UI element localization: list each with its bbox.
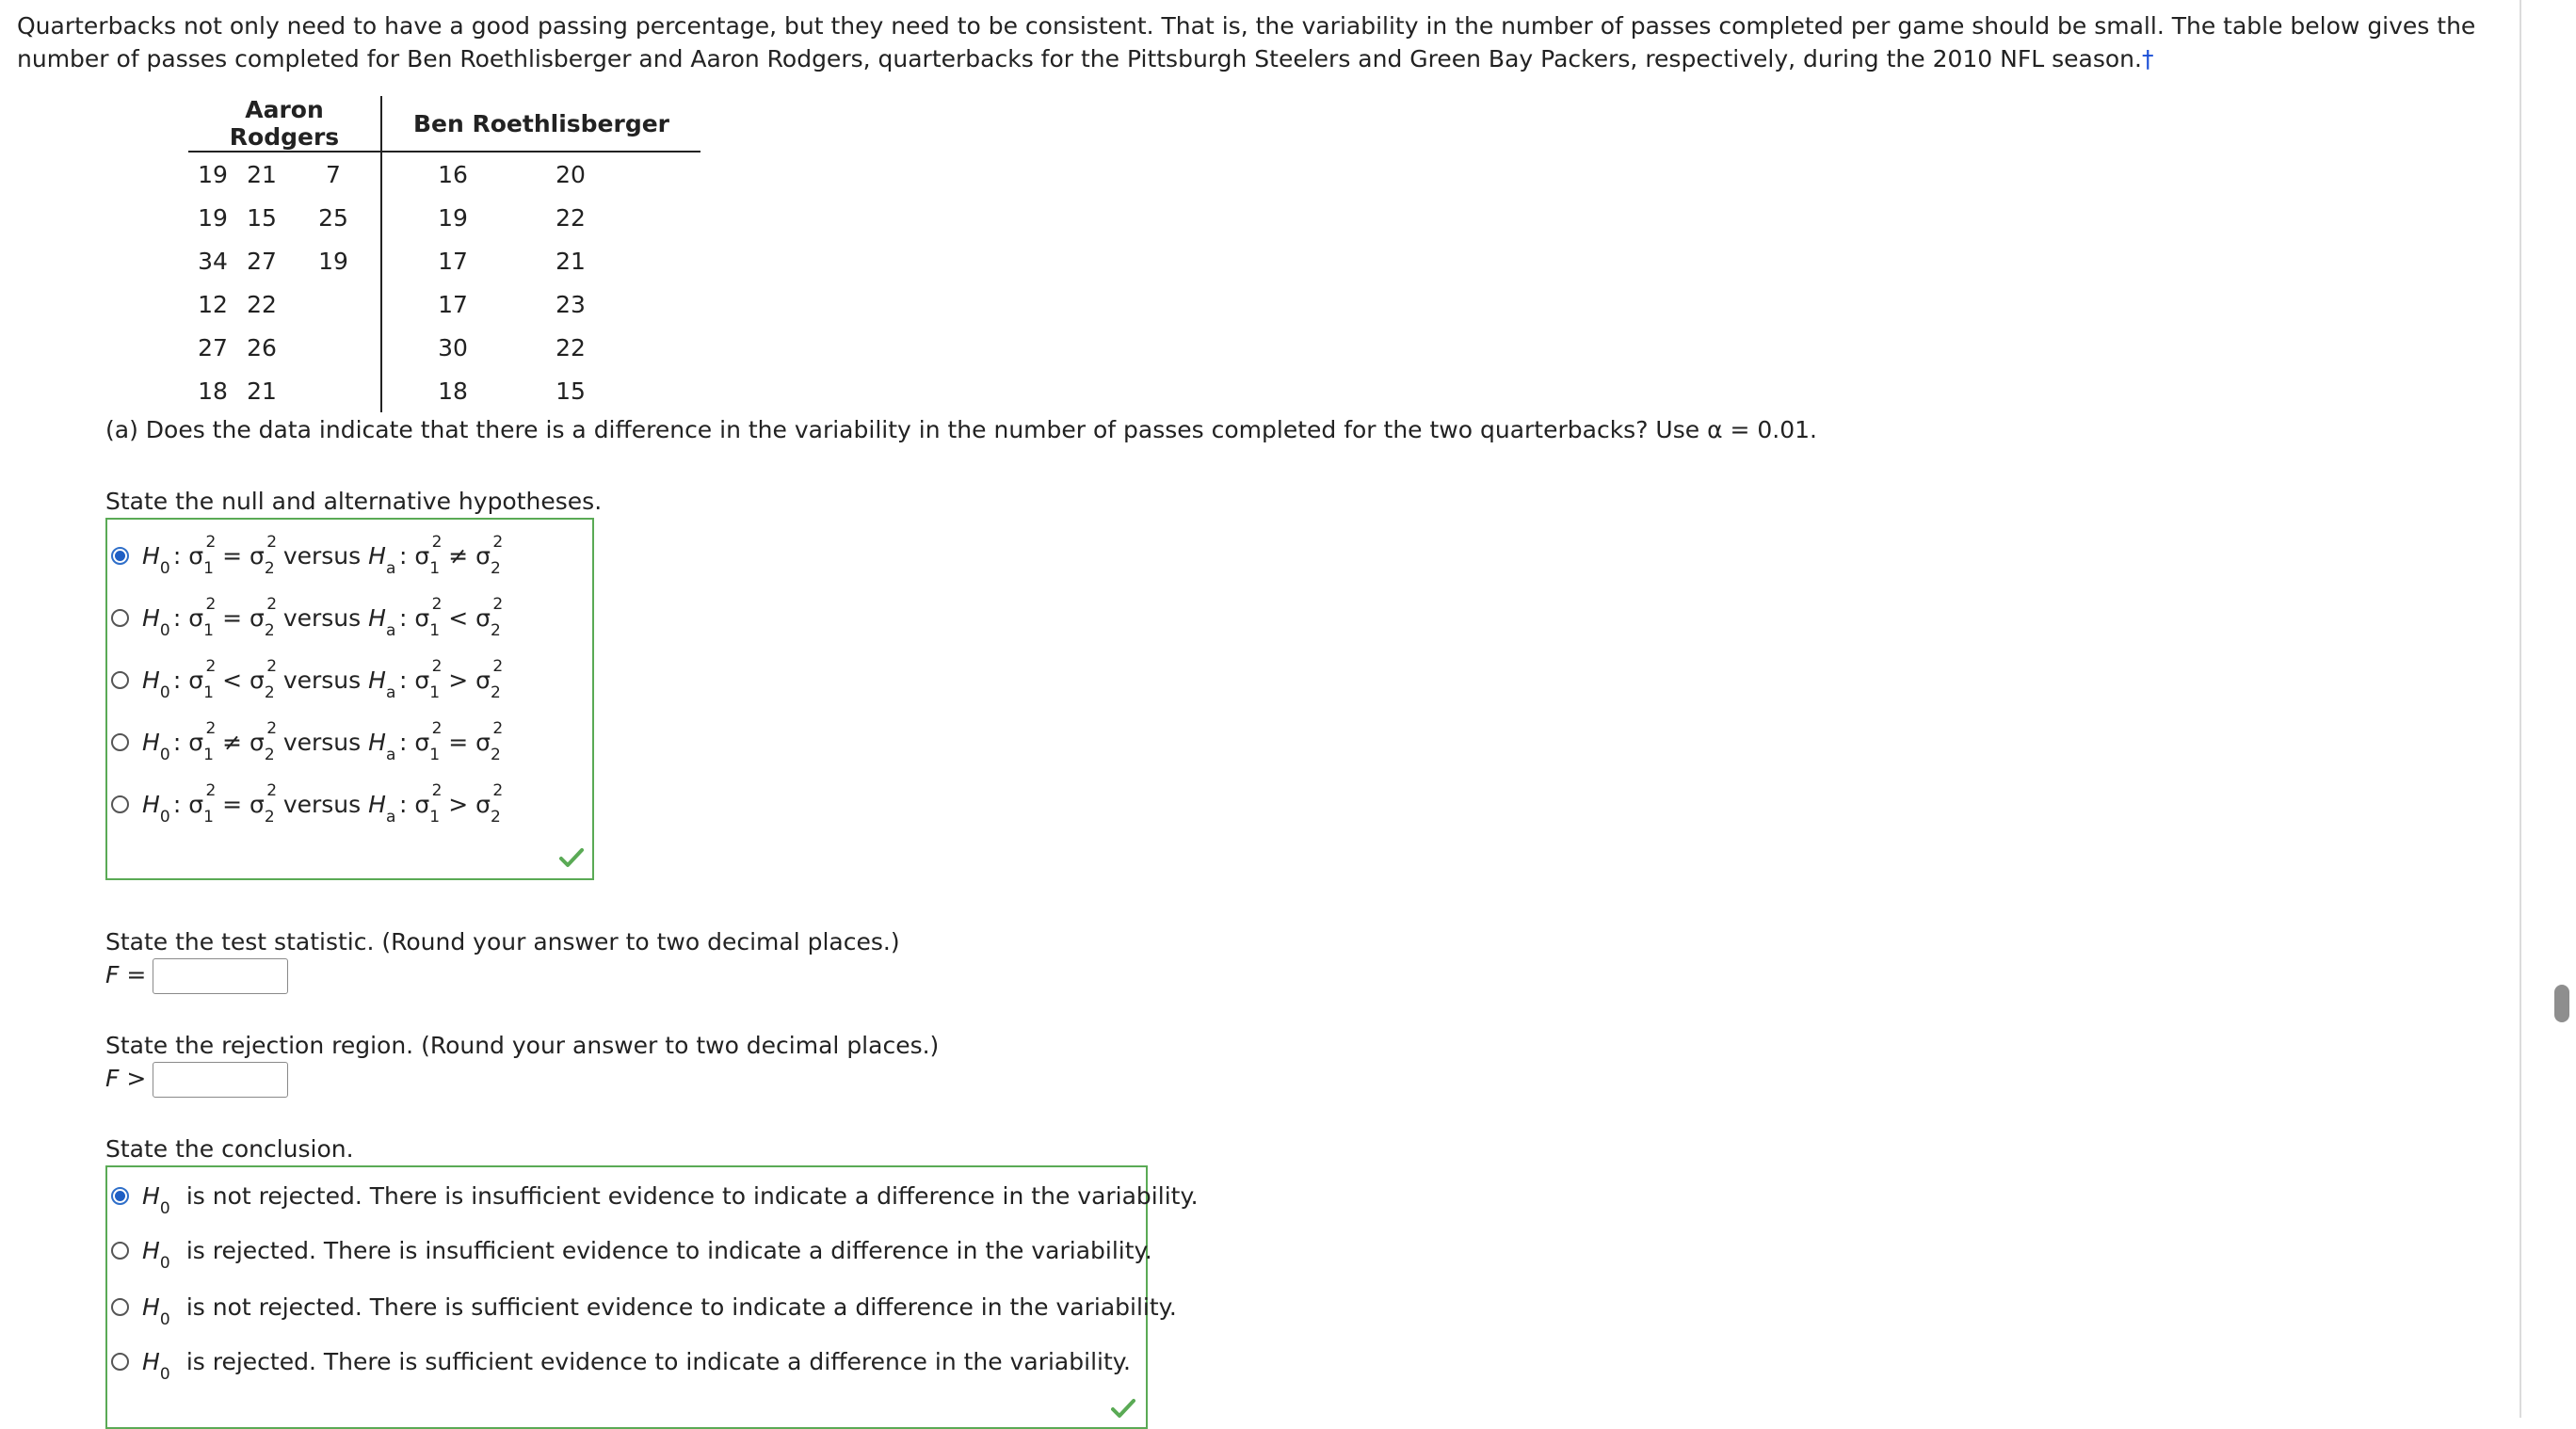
radio-button[interactable] [111,1353,129,1371]
conclusion-option-3[interactable] [111,1288,1177,1329]
rodgers-cell: 21 [247,160,277,188]
spacer-cell [618,196,700,239]
sigma-glyph: σ [475,728,491,756]
sigma-squared-symbol [414,532,443,578]
test-statistic-label: F = [105,961,147,988]
spacer-cell [618,152,700,196]
rodgers-cell: 18 [198,377,228,405]
sigma-exponent: 2 [431,656,443,676]
versus-word: versus [282,603,362,632]
hypothesis-symbol [142,603,170,640]
sigma-squared-symbol [249,718,278,764]
sigma-squared-symbol [475,532,504,578]
hypothesis-letter: H [142,1236,160,1264]
roethlisberger-cell: 19 [438,203,468,232]
null-relation: ≠ [222,728,243,756]
sigma-squared-symbol [249,532,278,578]
sigma-exponent: 2 [266,656,278,676]
sigma-squared-symbol [249,594,278,640]
roethlisberger-cell: 20 [555,160,586,188]
sigma-exponent: 2 [431,532,443,552]
null-relation: = [222,541,243,570]
spacer-cell [618,326,700,369]
roethlisberger-cell: 15 [555,377,586,405]
h0-symbol [142,1181,170,1218]
question-a: (a) Does the data indicate that there is a difference in the variability in the number of passes completed for the two quarterbacks? Use α = 0.01. [105,416,1818,443]
sigma-subscript: 1 [203,745,214,764]
rodgers-cell: 19 [198,203,228,232]
sigma-subscript: 2 [264,745,275,764]
rodgers-cell [286,326,381,369]
sigma-exponent: 2 [266,718,278,738]
versus-word: versus [282,790,362,818]
intro-text: Quarterbacks not only need to have a good passing percentage, but they need to be consistent. That is, the variability in the number of passes completed per game should be small. The table below gives the number of passes completed for Ben Roethlisberger and Aaron Rodgers, quarterbacks for the Pittsburgh Steelers and Green Bay Packers, respectively, during the 2010 NFL season. [17,12,2476,72]
rodgers-cell: 22 [247,290,277,318]
rodgers-cell: 34 [198,247,228,275]
spacer-cell [618,369,700,412]
footnote-dagger-link[interactable]: † [2141,45,2154,72]
test-statistic-prompt: State the test statistic. (Round your answer to two decimal places.) [105,928,900,955]
sigma-exponent: 2 [266,780,278,800]
sigma-squared-symbol [188,532,217,578]
roethlisberger-cell: 17 [438,290,468,318]
passes-table [188,96,700,412]
sigma-exponent: 2 [205,718,217,738]
hypothesis-symbol [142,541,170,578]
alternative-relation: > [448,790,469,818]
hypothesis-subscript: a [385,807,396,827]
conclusion-option-2[interactable] [111,1231,1152,1273]
sigma-squared-symbol [414,718,443,764]
colon: : [172,541,182,570]
spacer-cell [618,239,700,282]
sigma-subscript: 1 [429,682,441,702]
alternative-relation: = [448,728,469,756]
sigma-glyph: σ [188,728,204,756]
hypothesis-letter: H [142,603,160,632]
sigma-squared-symbol [188,594,217,640]
roethlisberger-cell: 23 [555,290,586,318]
sigma-subscript: 1 [429,745,441,764]
sigma-glyph: σ [414,728,430,756]
hypothesis-symbol [142,666,170,702]
sigma-exponent: 2 [431,594,443,614]
hypothesis-letter: H [142,790,160,818]
alternative-relation: < [448,603,469,632]
colon: : [172,666,182,694]
sigma-subscript: 2 [490,745,501,764]
radio-button[interactable] [111,1187,129,1205]
rodgers-cell: 26 [247,333,277,361]
h0-symbol [142,1347,170,1384]
table-row [188,196,700,239]
test-statistic-input[interactable] [153,958,288,994]
sigma-glyph: σ [475,603,491,632]
radio-button[interactable] [111,1242,129,1260]
sigma-squared-symbol [188,718,217,764]
sigma-glyph: σ [249,541,265,570]
hypothesis-symbol [368,666,396,702]
scrollbar-thumb[interactable] [2554,985,2569,1022]
conclusion-prompt: State the conclusion. [105,1135,354,1163]
sigma-glyph: σ [188,541,204,570]
hypothesis-subscript: 0 [159,745,170,764]
hypothesis-text [142,594,509,640]
scrollbar-track[interactable] [2520,0,2576,1418]
radio-button[interactable] [111,733,129,751]
sigma-exponent: 2 [205,594,217,614]
colon: : [172,790,182,818]
colon: : [398,603,408,632]
sigma-subscript: 2 [264,620,275,640]
correct-check-icon [1111,1398,1135,1419]
sigma-subscript: 1 [429,807,441,827]
hypothesis-subscript: 0 [159,1253,170,1273]
rodgers-cell: 27 [247,247,277,275]
versus-word: versus [282,541,362,570]
sigma-subscript: 1 [203,620,214,640]
table-row [188,369,700,412]
hypothesis-option-4[interactable] [111,718,509,764]
sigma-exponent: 2 [205,656,217,676]
spacer-cell [618,282,700,326]
hypothesis-subscript: 0 [159,682,170,702]
rejection-region-label: F > [105,1065,147,1092]
rejection-region-input[interactable] [153,1062,288,1098]
sigma-subscript: 1 [429,620,441,640]
radio-button[interactable] [111,547,129,565]
hypothesis-letter: H [142,1347,160,1375]
hypothesis-option-3[interactable] [111,656,509,702]
null-relation: = [222,603,243,632]
hypotheses-answer-box [105,518,594,880]
hypothesis-symbol [368,790,396,827]
sigma-glyph: σ [475,541,491,570]
sigma-exponent: 2 [266,532,278,552]
table-row [188,326,700,369]
versus-word: versus [282,728,362,756]
colon: : [398,666,408,694]
hypothesis-letter: H [368,728,386,756]
sigma-squared-symbol [188,780,217,827]
rodgers-cell: 19 [286,239,381,282]
sigma-subscript: 1 [203,558,214,578]
hypothesis-option-5[interactable] [111,780,509,827]
hypothesis-subscript: 0 [159,1364,170,1384]
sigma-exponent: 2 [205,780,217,800]
hypothesis-subscript: 0 [159,1309,170,1329]
hypothesis-letter: H [142,541,160,570]
hypothesis-subscript: a [385,558,396,578]
hypothesis-letter: H [142,666,160,694]
header-aaron-rodgers: Aaron Rodgers [188,96,381,152]
sigma-subscript: 2 [264,558,275,578]
header-ben-roethlisberger: Ben Roethlisberger [381,96,700,152]
rodgers-cell [286,282,381,326]
hypothesis-subscript: 0 [159,620,170,640]
sigma-subscript: 1 [203,682,214,702]
alternative-relation: ≠ [448,541,469,570]
hypothesis-symbol [368,603,396,640]
h0-symbol [142,1236,170,1273]
sigma-squared-symbol [475,656,504,702]
sigma-glyph: σ [249,728,265,756]
sigma-glyph: σ [414,790,430,818]
sigma-squared-symbol [475,718,504,764]
sigma-glyph: σ [249,666,265,694]
colon: : [172,728,182,756]
sigma-exponent: 2 [492,532,504,552]
sigma-squared-symbol [475,594,504,640]
sigma-subscript: 2 [490,620,501,640]
sigma-glyph: σ [414,666,430,694]
sigma-exponent: 2 [266,594,278,614]
table-row [188,282,700,326]
sigma-glyph: σ [414,603,430,632]
hypothesis-letter: H [368,603,386,632]
table-row [188,152,700,196]
roethlisberger-cell: 22 [555,333,586,361]
sigma-glyph: σ [414,541,430,570]
sigma-glyph: σ [188,603,204,632]
roethlisberger-cell: 22 [555,203,586,232]
radio-button[interactable] [111,671,129,689]
sigma-exponent: 2 [431,718,443,738]
sigma-exponent: 2 [492,718,504,738]
radio-button[interactable] [111,795,129,813]
hypothesis-option-1[interactable] [111,532,509,578]
radio-button[interactable] [111,1298,129,1316]
hypothesis-symbol [368,541,396,578]
hypothesis-subscript: 0 [159,1198,170,1218]
sigma-squared-symbol [249,780,278,827]
sigma-glyph: σ [188,666,204,694]
hypothesis-subscript: a [385,745,396,764]
hypothesis-letter: H [142,1293,160,1321]
roethlisberger-cell: 17 [438,247,468,275]
sigma-squared-symbol [414,656,443,702]
hypothesis-subscript: a [385,682,396,702]
conclusion-option-4[interactable] [111,1342,1131,1384]
hypothesis-letter: H [368,790,386,818]
hypothesis-symbol [368,728,396,764]
sigma-subscript: 2 [490,807,501,827]
conclusion-text: is rejected. There is insufficient evidence to indicate a difference in the variability. [185,1236,1152,1264]
sigma-glyph: σ [475,790,491,818]
rodgers-cell: 25 [286,196,381,239]
hypothesis-letter: H [368,666,386,694]
h0-symbol [142,1293,170,1329]
roethlisberger-cell: 30 [438,333,468,361]
sigma-squared-symbol [475,780,504,827]
rejection-region-prompt: State the rejection region. (Round your answer to two decimal places.) [105,1032,940,1059]
rodgers-cell: 7 [286,152,381,196]
versus-word: versus [282,666,362,694]
hypothesis-subscript: 0 [159,558,170,578]
hypothesis-symbol [142,790,170,827]
sigma-exponent: 2 [492,594,504,614]
hypothesis-text [142,532,509,578]
conclusion-text: is not rejected. There is insufficient evidence to indicate a difference in the variability. [185,1181,1199,1210]
hypothesis-symbol [142,728,170,764]
sigma-glyph: σ [188,790,204,818]
sigma-exponent: 2 [492,780,504,800]
sigma-squared-symbol [414,594,443,640]
conclusion-text: is not rejected. There is sufficient evidence to indicate a difference in the variability. [185,1293,1177,1321]
hypothesis-subscript: 0 [159,807,170,827]
rodgers-cell: 19 [198,160,228,188]
sigma-squared-symbol [249,656,278,702]
hypothesis-letter: H [368,541,386,570]
hypothesis-text [142,718,509,764]
conclusion-option-1[interactable] [111,1177,1199,1218]
table-row [188,239,700,282]
intro-paragraph [17,9,2484,75]
alternative-relation: > [448,666,469,694]
sigma-glyph: σ [249,603,265,632]
hypothesis-letter: H [142,728,160,756]
roethlisberger-cell: 21 [555,247,586,275]
rodgers-cell [286,369,381,412]
roethlisberger-cell: 16 [438,160,468,188]
rodgers-cell: 27 [198,333,228,361]
sigma-exponent: 2 [431,780,443,800]
null-relation: = [222,790,243,818]
hypotheses-prompt: State the null and alternative hypotheses. [105,488,603,515]
colon: : [398,541,408,570]
sigma-subscript: 1 [429,558,441,578]
sigma-glyph: σ [249,790,265,818]
table-header-row [188,96,700,152]
rodgers-cell: 15 [247,203,277,232]
sigma-subscript: 2 [264,807,275,827]
sigma-subscript: 1 [203,807,214,827]
conclusion-text: is rejected. There is sufficient evidence to indicate a difference in the variability. [185,1347,1131,1375]
hypothesis-text [142,780,509,827]
colon: : [398,790,408,818]
sigma-subscript: 2 [490,682,501,702]
sigma-exponent: 2 [492,656,504,676]
hypothesis-letter: H [142,1181,160,1210]
hypothesis-subscript: a [385,620,396,640]
sigma-squared-symbol [414,780,443,827]
sigma-glyph: σ [475,666,491,694]
hypothesis-text [142,656,509,702]
hypothesis-option-2[interactable] [111,594,509,640]
roethlisberger-cell: 18 [438,377,468,405]
sigma-exponent: 2 [205,532,217,552]
rodgers-cell: 12 [198,290,228,318]
colon: : [398,728,408,756]
colon: : [172,603,182,632]
null-relation: < [222,666,243,694]
correct-check-icon [559,847,584,868]
sigma-squared-symbol [188,656,217,702]
sigma-subscript: 2 [264,682,275,702]
radio-button[interactable] [111,609,129,627]
sigma-subscript: 2 [490,558,501,578]
conclusion-answer-box [105,1165,1199,1429]
rodgers-cell: 21 [247,377,277,405]
